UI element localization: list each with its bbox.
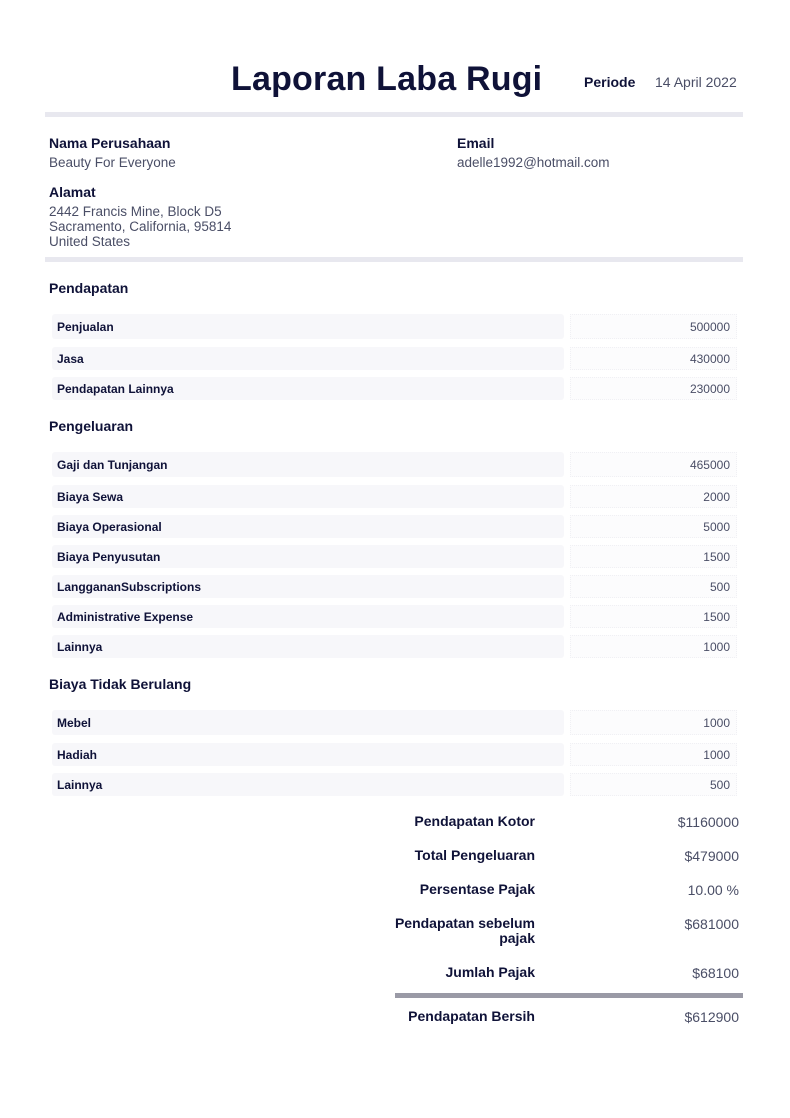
section-title-pengeluaran: Pengeluaran (49, 418, 134, 434)
line-item-label: Gaji dan Tunjangan (52, 452, 564, 477)
line-item-amount-field[interactable]: 465000 (570, 452, 737, 477)
address-line-1: 2442 Francis Mine, Block D5 (49, 204, 222, 219)
line-item-amount-field[interactable]: 2000 (570, 485, 737, 508)
line-item-amount-field[interactable]: 5000 (570, 515, 737, 538)
line-item-label: Pendapatan Lainnya (52, 377, 564, 400)
gross-income-label: Pendapatan Kotor (414, 813, 535, 829)
summary-divider (395, 993, 743, 998)
line-item-row (52, 710, 737, 735)
line-item-row (52, 377, 737, 400)
line-item-label: Biaya Penyusutan (52, 545, 564, 568)
line-item-label: Mebel (52, 710, 564, 735)
pretax-income-label-line-2: pajak (499, 930, 535, 946)
gross-income-value: $1160000 (677, 814, 739, 830)
line-item-row (52, 773, 737, 796)
line-item-label: Lainnya (52, 635, 564, 658)
line-item-row (52, 485, 737, 508)
line-item-row (52, 575, 737, 598)
company-name-label: Nama Perusahaan (49, 135, 171, 151)
line-item-amount-field[interactable]: 1000 (570, 635, 737, 658)
header-divider (45, 112, 743, 117)
line-item-amount-field[interactable]: 1500 (570, 545, 737, 568)
net-income-value: $612900 (684, 1009, 739, 1025)
total-expenses-label: Total Pengeluaran (414, 847, 535, 863)
tax-rate-label: Persentase Pajak (419, 881, 535, 897)
line-item-amount-field[interactable]: 1000 (570, 710, 737, 735)
tax-rate-value: 10.00 % (687, 882, 739, 898)
line-item-row (52, 515, 737, 538)
pretax-income-label-line-1: Pendapatan sebelum (394, 915, 535, 931)
tax-amount-value: $68100 (692, 965, 739, 981)
line-item-amount-field[interactable]: 230000 (570, 377, 737, 400)
company-name-value: Beauty For Everyone (49, 155, 176, 170)
address-line-3: United States (49, 234, 131, 249)
line-item-amount-field[interactable]: 500 (570, 575, 737, 598)
line-item-row (52, 452, 737, 477)
line-item-amount-field[interactable]: 500 (570, 773, 737, 796)
line-item-row (52, 743, 737, 766)
pretax-income-value: $681000 (684, 916, 739, 932)
line-item-label: Penjualan (52, 314, 564, 339)
line-item-label: Jasa (52, 347, 564, 370)
email-label: Email (457, 135, 495, 151)
company-divider (45, 257, 743, 262)
section-title-pendapatan: Pendapatan (49, 280, 129, 296)
line-item-amount-field[interactable]: 1500 (570, 605, 737, 628)
line-item-amount-field[interactable]: 500000 (570, 314, 737, 339)
line-item-row (52, 347, 737, 370)
net-income-label: Pendapatan Bersih (408, 1008, 535, 1024)
line-item-label: Biaya Sewa (52, 485, 564, 508)
address-line-2: Sacramento, California, 95814 (49, 219, 232, 234)
line-item-label: Biaya Operasional (52, 515, 564, 538)
line-item-label: Lainnya (52, 773, 564, 796)
line-item-amount-field[interactable]: 430000 (570, 347, 737, 370)
line-item-label: LanggananSubscriptions (52, 575, 564, 598)
line-item-label: Hadiah (52, 743, 564, 766)
line-item-row (52, 605, 737, 628)
tax-amount-label: Jumlah Pajak (445, 964, 535, 980)
address-label: Alamat (49, 184, 96, 200)
line-item-amount-field[interactable]: 1000 (570, 743, 737, 766)
line-item-row (52, 314, 737, 339)
total-expenses-value: $479000 (684, 848, 739, 864)
periode-value: 14 April 2022 (655, 74, 737, 90)
report-title: Laporan Laba Rugi (231, 60, 543, 98)
periode-label: Periode (584, 74, 636, 90)
line-item-label: Administrative Expense (52, 605, 564, 628)
line-item-row (52, 545, 737, 568)
line-item-row (52, 635, 737, 658)
section-title-biaya-tidak-berulang: Biaya Tidak Berulang (49, 676, 192, 692)
email-value: adelle1992@hotmail.com (457, 155, 610, 170)
